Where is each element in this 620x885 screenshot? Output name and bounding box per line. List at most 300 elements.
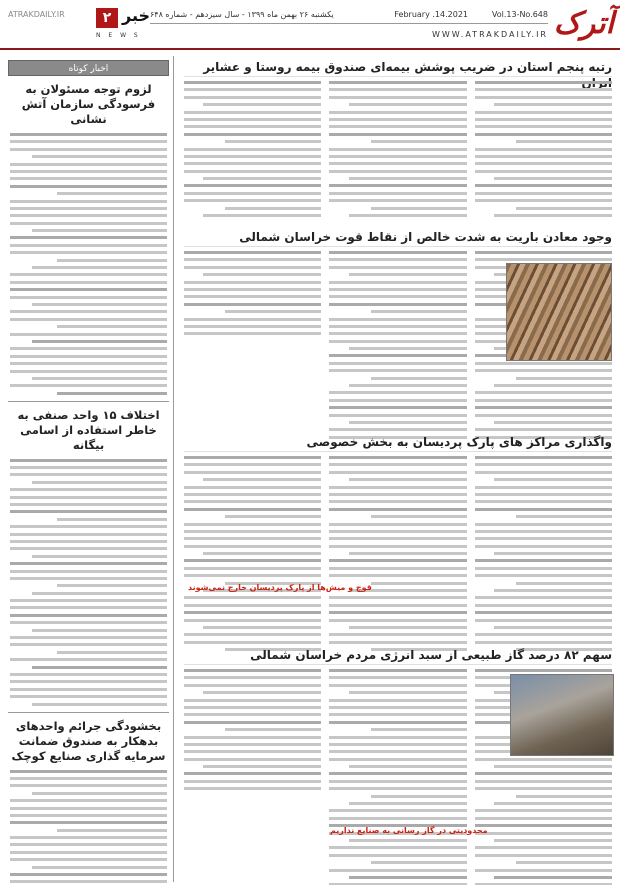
text-line [329,471,466,474]
text-line [10,540,167,543]
text-line [184,81,321,84]
text-line [329,750,466,753]
article-body [180,81,616,221]
text-line [10,163,167,166]
text-line [32,481,167,484]
text-line [475,456,612,459]
text-line [475,399,612,402]
text-line [371,728,467,731]
text-line [10,799,167,802]
text-line [329,508,466,511]
text-line [184,148,321,151]
text-line [329,721,466,724]
text-line [10,177,167,180]
text-line [494,589,612,592]
text-line [10,577,167,580]
text-line [10,599,167,602]
text-line [184,537,321,540]
text-line [10,370,167,373]
text-line [475,406,612,409]
text-line [329,486,466,489]
section-header [4,4,151,44]
section-title: خبر [122,6,151,25]
text-line [516,861,612,864]
text-line [10,148,167,151]
text-line [57,518,167,521]
text-line [184,133,321,136]
text-line [475,809,612,812]
text-line [329,758,466,761]
text-line [329,118,466,121]
text-line [475,148,612,151]
text-line [184,736,321,739]
text-line [329,155,466,158]
text-line [475,463,612,466]
text-line [10,606,167,609]
text-line [10,185,167,188]
text-line [329,530,466,533]
article [180,431,616,656]
text-line [475,559,612,562]
text-line [349,273,467,276]
text-line [475,523,612,526]
text-line [329,545,466,548]
text-line [184,721,321,724]
sidebar-item-title: اختلاف ۱۵ واحد صنفی به خاطر استفاده از اسامی بیگانه [17,407,160,452]
text-line [10,562,167,565]
text-line [329,500,466,503]
text-line [329,133,466,136]
text-line [371,795,467,798]
main-content [180,56,616,882]
text-line [475,545,612,548]
date-english: February .14.2021 [394,10,468,19]
text-line [494,802,612,805]
text-line [10,851,167,854]
text-line [329,787,466,790]
text-line [475,633,612,636]
text-line [57,325,167,328]
text-line [329,303,466,306]
text-line [475,369,612,372]
text-line [10,777,167,780]
text-line [10,843,167,846]
text-line [475,869,612,872]
site-url: WWW.ATRAKDAILY.IR [431,30,548,39]
text-line [225,140,321,143]
text-line [225,310,321,313]
text-line [329,633,466,636]
text-line [184,713,321,716]
text-line [329,184,466,187]
text-line [203,478,321,481]
text-line [203,626,321,629]
text-line [475,772,612,775]
text-line [184,162,321,165]
text-line [371,140,467,143]
text-line [10,784,167,787]
inline-subheading: محدودیتی در گاز رسانی به صنایع نداریم [330,826,488,835]
text-line [494,103,612,106]
text-line [184,118,321,121]
text-line [10,636,167,639]
sidebar-short-news [4,56,174,882]
text-line [329,354,466,357]
text-line [329,846,466,849]
text-line [475,508,612,511]
text-line [329,258,466,261]
text-line [184,684,321,687]
text-line [184,281,321,284]
article-headline: وجود معادن باریت به شدت خالص از نقاط قوت خراسان شمالی [184,229,612,247]
text-line [516,515,612,518]
text-line [329,399,466,402]
text-line [475,184,612,187]
text-line [475,125,612,128]
text-line [329,281,466,284]
text-line [494,876,612,879]
text-line [10,695,167,698]
text-line [329,318,466,321]
text-line [516,377,612,380]
text-line [475,493,612,496]
text-line [184,567,321,570]
text-line [10,296,167,299]
text-line [349,876,467,879]
text-line [329,125,466,128]
text-line [329,713,466,716]
text-line [184,758,321,761]
text-line [184,743,321,746]
text-line [329,288,466,291]
text-line [329,463,466,466]
text-line [475,832,612,835]
article-photo [506,263,612,361]
text-line [475,780,612,783]
text-line [329,493,466,496]
text-line [184,96,321,99]
text-line [184,192,321,195]
text-line [10,488,167,491]
text-line [225,728,321,731]
text-line [10,236,167,239]
text-line [184,318,321,321]
text-line [10,836,167,839]
text-line [184,258,321,261]
text-line [329,391,466,394]
text-line [10,807,167,810]
text-line [475,118,612,121]
text-line [32,629,167,632]
text-line [329,809,466,812]
text-line [10,384,167,387]
text-line [225,207,321,210]
text-line [203,765,321,768]
text-line [10,621,167,624]
text-line [329,567,466,570]
text-line [184,604,321,607]
text-line [32,340,167,343]
text-line [184,706,321,709]
text-line [329,854,466,857]
text-line [184,125,321,128]
article-body [180,456,616,656]
text-line [10,170,167,173]
text-line [10,222,167,225]
text-line [329,369,466,372]
text-line [475,362,612,365]
text-line [329,596,466,599]
text-line [184,559,321,562]
site-small: ATRAKDAILY.IR [8,10,65,19]
text-line [57,829,167,832]
text-line [10,459,167,462]
text-line [516,140,612,143]
text-line [329,456,466,459]
text-line [184,332,321,335]
divider [8,712,169,713]
text-line [184,463,321,466]
text-line [494,839,612,842]
article-body [4,459,173,706]
sidebar-item-title: لزوم توجه مسئولان به فرسودگی سازمان آتش نشانی [21,82,156,126]
article-headline: واگذاری مراکز های پارک پردیسان به بخش خصوصی [184,434,612,452]
text-line [184,486,321,489]
text-line [329,869,466,872]
text-line [10,251,167,254]
text-line [10,207,167,210]
text-line [329,295,466,298]
text-line [10,680,167,683]
text-line [475,669,612,672]
text-line [329,332,466,335]
text-line [10,525,167,528]
text-line [184,523,321,526]
text-line [57,392,167,395]
text-line [329,699,466,702]
text-line [184,508,321,511]
article-headline: سهم ۸۲ درصد گاز طبیعی از سبد انرژی مردم خراسان شمالی [184,647,612,665]
text-line [329,736,466,739]
text-line [494,765,612,768]
text-line [329,537,466,540]
text-line [184,669,321,672]
text-line [184,574,321,577]
text-line [371,377,467,380]
text-line [475,596,612,599]
text-line [10,318,167,321]
text-line [32,229,167,232]
text-line [57,651,167,654]
text-line [184,184,321,187]
text-line [475,133,612,136]
text-line [494,214,612,217]
text-line [184,266,321,269]
text-line [475,824,612,827]
text-line [184,288,321,291]
text-line [184,780,321,783]
text-line [32,303,167,306]
article-photo [510,674,614,756]
text-line [494,626,612,629]
text-line [184,530,321,533]
text-line [184,787,321,790]
text-line [329,362,466,365]
text-line [10,244,167,247]
text-line [349,765,467,768]
text-line [10,814,167,817]
text-line [32,377,167,380]
text-line [475,619,612,622]
article-body [4,133,173,395]
text-line [10,821,167,824]
text-line [10,310,167,313]
text-line [475,486,612,489]
text-line [10,673,167,676]
text-line [184,699,321,702]
text-line [32,666,167,669]
article-body [4,770,173,885]
text-line [10,873,167,876]
text-line [329,406,466,409]
text-line [10,133,167,136]
text-line [475,414,612,417]
text-line [475,251,612,254]
text-line [475,574,612,577]
text-line [349,626,467,629]
text-line [184,493,321,496]
text-line [349,384,467,387]
text-line [516,795,612,798]
text-line [475,155,612,158]
text-line [329,162,466,165]
text-line [475,111,612,114]
text-line [184,251,321,254]
text-line [475,846,612,849]
text-line [10,466,167,469]
text-line [184,471,321,474]
text-line [349,214,467,217]
text-line [203,103,321,106]
text-line [10,658,167,661]
text-line [475,162,612,165]
text-line [184,545,321,548]
text-line [329,611,466,614]
text-line [10,362,167,365]
text-line [10,273,167,276]
text-line [184,111,321,114]
text-line [32,155,167,158]
text-line [475,170,612,173]
text-line [10,533,167,536]
text-line [10,214,167,217]
text-line [475,611,612,614]
text-line [475,787,612,790]
text-line [475,817,612,820]
text-line [349,839,467,842]
text-line [10,547,167,550]
text-line [475,604,612,607]
text-line [184,88,321,91]
text-line [329,414,466,417]
issue-number: Vol.13-No.648 [491,10,548,19]
text-line [184,295,321,298]
text-line [329,170,466,173]
divider [8,401,169,402]
text-line [475,258,612,261]
text-line [32,866,167,869]
text-line [371,582,467,585]
text-line [329,772,466,775]
masthead [0,0,620,50]
text-line [203,273,321,276]
text-line [349,478,467,481]
text-line [32,592,167,595]
date-persian: یکشنبه ۲۶ بهمن ماه ۱۳۹۹ - سال سیزدهم - شماره ۶۴۸ [150,10,334,19]
text-line [57,192,167,195]
text-line [32,555,167,558]
text-line [10,496,167,499]
text-line [10,643,167,646]
text-line [10,688,167,691]
text-line [10,570,167,573]
text-line [329,148,466,151]
text-line [10,614,167,617]
text-line [184,676,321,679]
text-line [494,552,612,555]
text-line [475,537,612,540]
text-line [184,456,321,459]
sidebar-label: اخبار کوتاه [8,60,169,76]
text-line [475,567,612,570]
text-line [10,140,167,143]
text-line [475,199,612,202]
text-line [349,552,467,555]
section-title-en: N E W S [96,32,141,39]
text-line [371,207,467,210]
text-line [329,817,466,820]
text-line [329,604,466,607]
text-line [475,96,612,99]
text-line [184,611,321,614]
text-line [10,200,167,203]
text-line [329,88,466,91]
text-line [184,619,321,622]
text-line [475,81,612,84]
text-line [329,669,466,672]
text-line [494,384,612,387]
text-line [329,96,466,99]
text-line [10,858,167,861]
text-line [57,584,167,587]
text-line [475,530,612,533]
text-line [203,177,321,180]
text-line [10,288,167,291]
text-line [184,596,321,599]
text-line [184,170,321,173]
text-line [10,281,167,284]
text-line [329,574,466,577]
text-line [10,355,167,358]
text-line [329,619,466,622]
text-line [329,676,466,679]
text-line [494,177,612,180]
text-line [475,854,612,857]
text-line [184,750,321,753]
text-line [371,310,467,313]
text-line [10,333,167,336]
text-line [32,792,167,795]
